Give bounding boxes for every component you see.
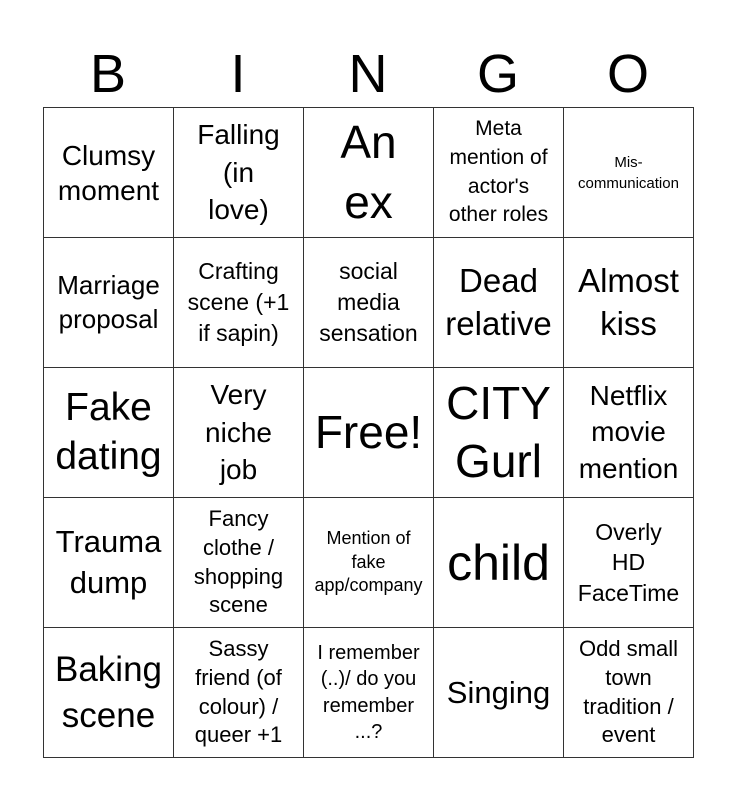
bingo-cell-r4-c5[interactable] <box>564 498 694 628</box>
bingo-cell-r1-c5[interactable] <box>564 108 694 238</box>
bingo-cell-label: Crafting scene (+1 if sapin) <box>187 257 290 347</box>
bingo-cell-r5-c2[interactable] <box>174 628 304 758</box>
bingo-cell-label: social media sensation <box>319 257 418 347</box>
bingo-cell-r5-c1[interactable] <box>44 628 174 758</box>
bingo-cell-r1-c4[interactable] <box>434 108 564 238</box>
bingo-cell-r3-c1[interactable] <box>44 368 174 498</box>
bingo-cell-r2-c3[interactable] <box>304 238 434 368</box>
bingo-cell-label: Almost kiss <box>578 261 679 342</box>
header-letter-b: B <box>89 44 127 104</box>
bingo-cell-r4-c4[interactable] <box>434 498 564 628</box>
bingo-cell-r5-c4[interactable] <box>434 628 564 758</box>
bingo-cell-label: Mention of fake app/company <box>314 528 423 596</box>
bingo-cell-label: Meta mention of actor's other roles <box>448 116 549 227</box>
bingo-cell-r2-c4[interactable] <box>434 238 564 368</box>
bingo-cell-label: Overly HD FaceTime <box>577 518 680 606</box>
bingo-cell-label: Baking scene <box>54 650 163 735</box>
bingo-cell-label: child <box>447 534 550 591</box>
bingo-header <box>43 40 693 108</box>
bingo-cell-r3-c4[interactable] <box>434 368 564 498</box>
bingo-cell-r1-c1[interactable] <box>44 108 174 238</box>
bingo-cell-label: Dead relative <box>445 261 552 342</box>
bingo-cell-label: Singing <box>446 674 551 710</box>
bingo-cell-r4-c1[interactable] <box>44 498 174 628</box>
bingo-cell-r3-c5[interactable] <box>564 368 694 498</box>
bingo-cell-label: Mis- communication <box>578 153 679 192</box>
bingo-cell-label: Netflix movie mention <box>578 379 679 484</box>
bingo-cell-label: Trauma dump <box>55 524 162 600</box>
bingo-cell-r4-c2[interactable] <box>174 498 304 628</box>
bingo-cell-label: I remember (..)/ do you remember ...? <box>317 641 420 743</box>
bingo-cell-label: An ex <box>340 115 397 228</box>
bingo-cell-label: Very niche job <box>205 378 272 486</box>
bingo-cell-r1-c3[interactable] <box>304 108 434 238</box>
bingo-cell-r1-c2[interactable] <box>174 108 304 238</box>
bingo-cell-label: Odd small town tradition / event <box>578 636 679 748</box>
bingo-cell-label: Falling (in love) <box>197 118 280 226</box>
bingo-cell-r3-c3[interactable] <box>304 368 434 498</box>
bingo-cell-label: Sassy friend (of colour) / queer +1 <box>194 636 283 748</box>
bingo-cell-label: Marriage proposal <box>57 269 160 334</box>
header-letter-g: G <box>476 44 519 104</box>
bingo-cell-label: Clumsy moment <box>57 139 160 206</box>
header-letter-n: N <box>348 44 388 104</box>
bingo-cell-r5-c5[interactable] <box>564 628 694 758</box>
bingo-cell-label: Fancy clothe / shopping scene <box>193 506 284 618</box>
bingo-cell-r2-c2[interactable] <box>174 238 304 368</box>
bingo-cell-r4-c3[interactable] <box>304 498 434 628</box>
header-letter-i: I <box>230 44 246 104</box>
bingo-card-grid <box>43 107 694 758</box>
bingo-cell-label: Free! <box>314 405 423 458</box>
bingo-cell-r2-c1[interactable] <box>44 238 174 368</box>
bingo-cell-r3-c2[interactable] <box>174 368 304 498</box>
bingo-cell-label: Fake dating <box>55 385 162 478</box>
bingo-cell-r5-c3[interactable] <box>304 628 434 758</box>
bingo-cell-r2-c5[interactable] <box>564 238 694 368</box>
header-letter-o: O <box>606 44 649 104</box>
bingo-cell-label: CITY Gurl <box>446 377 551 487</box>
